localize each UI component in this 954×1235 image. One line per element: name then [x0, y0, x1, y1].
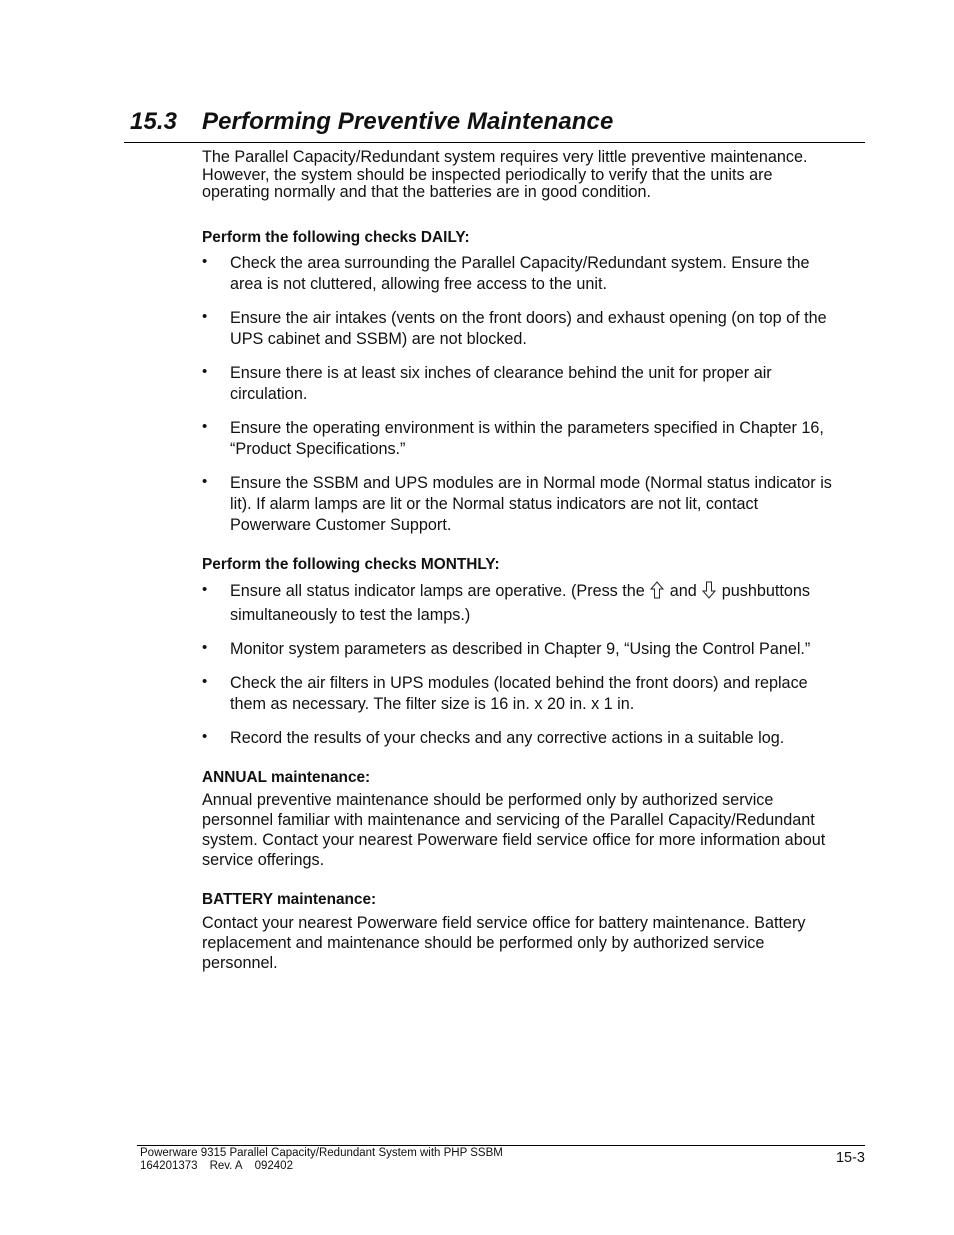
heading-rule	[124, 142, 865, 143]
list-item: • Record the results of your checks and any corrective actions in a suitable log.	[202, 727, 785, 747]
section-title: Performing Preventive Maintenance	[202, 108, 614, 135]
bullet-icon: •	[202, 363, 208, 380]
bullet-icon: •	[202, 638, 208, 656]
page-body	[202, 149, 842, 973]
list-item: • Check the area surrounding the Parallel Capacity/Redundant system. Ensure the area is not cluttered, allowing free access to the unit.	[202, 253, 810, 293]
list-item: • Check the air filters in UPS modules (located behind the front doors) and replace them as necessary. The filter size is 16 in. x 20 in. x 1 in.	[202, 672, 808, 713]
list-item: • Ensure the air intakes (vents on the front doors) and exhaust opening (on top of the UPS cabinet and SSBM) are not blocked.	[202, 308, 827, 348]
list-item: • Ensure all status indicator lamps are operative. (Press the and pushbuttons simultaneously to test the lamps.)	[202, 580, 810, 624]
footer-doc-info	[140, 1160, 503, 1173]
footer-revision: Rev. A	[209, 1159, 243, 1172]
annual-heading: ANNUAL maintenance:	[202, 768, 371, 786]
list-item: • Ensure the operating environment is within the parameters specified in Chapter 16, “Product Specifications.”	[202, 418, 824, 458]
daily-checklist	[202, 253, 842, 536]
footer-date-code: 092402	[254, 1159, 293, 1172]
section-number: 15.3	[130, 108, 178, 135]
footer	[140, 1147, 503, 1172]
monthly-checklist	[202, 581, 842, 749]
battery-paragraph: Contact your nearest Powerware field service office for battery maintenance. Battery replacement and maintenance should be performed only by authorized service personnel.	[202, 913, 806, 972]
battery-heading: BATTERY maintenance:	[202, 891, 377, 908]
footer-doc-number: 164201373	[140, 1159, 198, 1172]
footer-product: Powerware 9315 Parallel Capacity/Redundant System with PHP SSBM	[140, 1147, 503, 1159]
bullet-icon: •	[202, 473, 208, 490]
bullet-icon: •	[202, 253, 208, 270]
bullet-icon: •	[202, 672, 208, 690]
section-heading	[130, 108, 613, 136]
down-arrow-icon	[702, 581, 716, 605]
bullet-icon: •	[202, 418, 208, 435]
monthly-heading: Perform the following checks MONTHLY:	[202, 556, 500, 573]
daily-heading: Perform the following checks DAILY:	[202, 228, 470, 246]
bullet-icon: •	[202, 727, 208, 745]
footer-rule	[137, 1145, 865, 1146]
bullet-icon: •	[202, 580, 208, 598]
list-item: • Ensure there is at least six inches of clearance behind the unit for proper air circulation.	[202, 363, 772, 403]
list-item: • Ensure the SSBM and UPS modules are in Normal mode (Normal status indicator is lit). If alarm lamps are lit or the Normal status indicators are not lit, contact Powerware Customer Support.	[202, 473, 832, 534]
page-number: 15-3	[835, 1150, 865, 1166]
up-arrow-icon	[650, 581, 664, 605]
intro-paragraph: The Parallel Capacity/Redundant system requires very little preventive maintenance. However, the system should be inspected periodically to verify that the units are operating normally and that the batteries are in good condition.	[202, 148, 808, 201]
bullet-icon: •	[202, 308, 208, 325]
annual-paragraph: Annual preventive maintenance should be performed only by authorized service personnel familiar with maintenance and servicing of the Parallel Capacity/Redundant system. Contact your nearest Powerware field service office for more information about service offerings.	[202, 791, 826, 869]
list-item: • Monitor system parameters as described in Chapter 9, “Using the Control Panel.”	[202, 638, 811, 658]
